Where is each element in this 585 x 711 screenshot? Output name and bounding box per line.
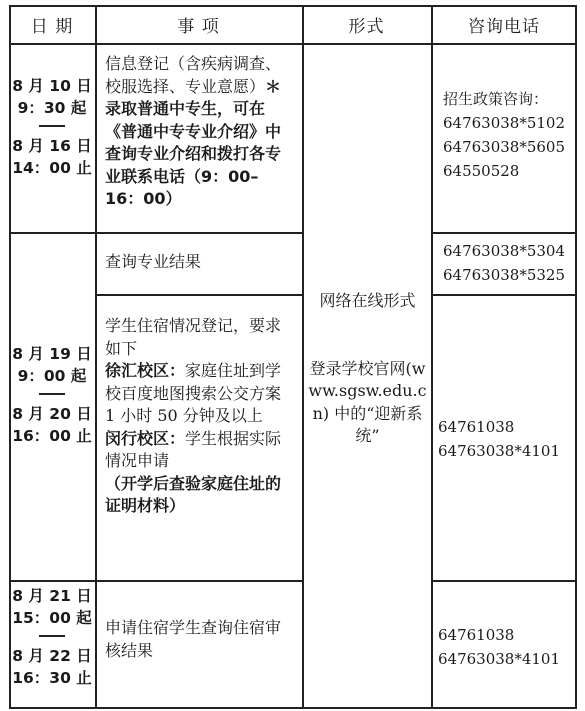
grid-line [431, 580, 577, 582]
row3-date-start-day: 8 月 21 日 [12, 587, 92, 605]
row3-date [9, 585, 95, 689]
phone-number: 64763038*5102 [443, 114, 566, 132]
phone-number: 64763038*5605 [443, 138, 566, 156]
row2b-item [97, 315, 303, 518]
row1-date-end-time: 14：00 止 [12, 159, 92, 177]
row1-item-text: 信息登记（含疾病调查、校服选择、专业意愿） [105, 54, 282, 96]
phone-number: 64763038*5325 [443, 266, 566, 284]
phone-number: 64763038*5304 [443, 242, 566, 260]
schedule-table [9, 5, 577, 709]
row1-date-start-day: 8 月 10 日 [12, 77, 92, 95]
grid-line [431, 5, 433, 709]
row3-date-end-time: 16：30 止 [12, 669, 92, 687]
minhang-text: 学生根据实际情况申请 [105, 428, 282, 470]
row1-date [9, 75, 95, 179]
form-method [304, 290, 431, 448]
row2-date-end-time: 16：00 止 [12, 427, 92, 445]
row2-date-end-day: 8 月 20 日 [12, 405, 92, 423]
grid-line [95, 294, 303, 296]
row1-date-start-time: 9：30 起 [17, 99, 87, 117]
date-range-dash [39, 635, 65, 637]
row2-date [9, 343, 95, 447]
row1-phones [443, 87, 577, 183]
row1-date-end-day: 8 月 16 日 [12, 137, 92, 155]
minhang-label: 闵行校区： [105, 428, 186, 448]
grid-line [431, 232, 577, 234]
row3-phones [438, 623, 576, 671]
phone-number: 64761038 [438, 626, 515, 644]
phone-number: 64761038 [438, 418, 515, 436]
row2b-phones [438, 415, 576, 463]
grid-line [431, 294, 577, 296]
phone-label: 招生政策咨询： [443, 90, 549, 108]
form-line2: 登录学校官网(www.sgsw.edu.cn) 中的“迎新系统” [308, 358, 427, 445]
row1-item-bold: ＊录取普通中专生，可在《普通中专专业介绍》中查询专业介绍和拨打各专业联系电话（9：00–16：00） [105, 76, 282, 208]
header-item: 事 项 [177, 16, 220, 37]
note-text: （开学后查验家庭住址的证明材料） [105, 473, 282, 515]
xuhui-label: 徐汇校区： [105, 361, 186, 380]
xuhui-text: 家庭住址到学校百度地图搜索公交方案 1 小时 50 分钟及以上 [105, 361, 282, 425]
row3-item: 申请住宿学生查询住宿审核结果 [105, 618, 282, 660]
date-range-dash [39, 393, 65, 395]
date-range-dash [39, 125, 65, 127]
phone-number: 64763038*4101 [438, 442, 561, 460]
phone-number: 64763038*4101 [438, 650, 561, 668]
row2-date-start-time: 9：00 起 [17, 367, 87, 385]
grid-line [9, 232, 303, 234]
row3-date-start-time: 15：00 起 [12, 609, 92, 627]
row2b-intro: 学生住宿情况登记，要求如下 [105, 316, 282, 358]
row1-item [97, 47, 303, 211]
header-form: 形式 [348, 16, 385, 37]
row3-date-end-day: 8 月 22 日 [12, 647, 92, 665]
grid-line [9, 580, 303, 582]
header-phone: 咨询电话 [468, 16, 540, 37]
header-date: 日 期 [30, 16, 74, 37]
row2a-phones [443, 239, 577, 287]
row2a-item: 查询专业结果 [105, 252, 202, 271]
row2-date-start-day: 8 月 19 日 [12, 345, 92, 363]
phone-number: 64550528 [443, 162, 520, 180]
form-line1: 网络在线形式 [319, 291, 416, 310]
